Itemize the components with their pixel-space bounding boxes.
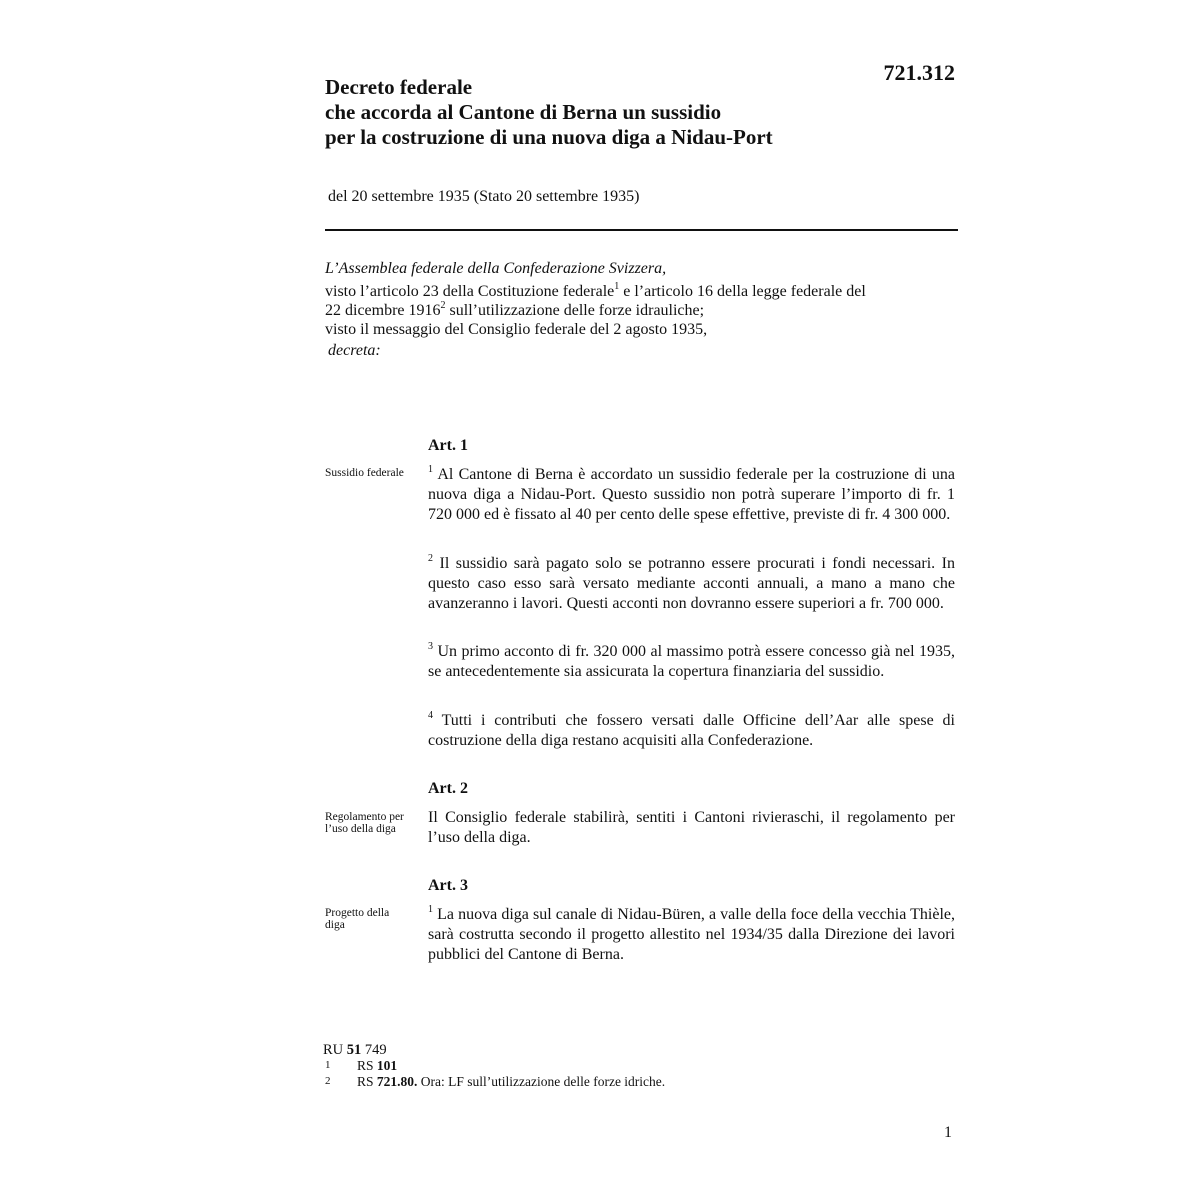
article-1-paragraph-1: $^1$ Al Cantone di Berna è accordato un sussidio federale per la costruzione di una nuova diga a Nidau-Port. Questo sussidio non potrà superare l’importo di fr. 1 720 000 ed è fissato al 40 per cento delle spese effettive, previste di fr. 4 300 000. (428, 463, 955, 523)
article-1-paragraph-3: $^3$ Un primo acconto di fr. 320 000 al massimo potrà essere concesso già nel 1935, se antecedentemente sia assicurata la copertura finanziaria del sussidio. (428, 640, 955, 680)
footnote-ref[interactable]: 1 (614, 280, 620, 292)
assembly-line: L’Assemblea federale della Confederazione Svizzera, (325, 260, 667, 277)
document-number: 721.312 (883, 60, 955, 85)
preamble-line: visto l’articolo 23 della Costituzione federale$^1$ e l’articolo 16 della legge federale del (325, 280, 866, 300)
article-3-paragraph-1: $^1$ La nuova diga sul canale di Nidau-Büren, a valle della foce della vecchia Thièle, sarà costrutta secondo il progetto allestito nel 1934/35 dalla Direzione dei lavori pubblici del Cantone di Berna. (428, 903, 955, 963)
footnote-1: 1 RS 101 (325, 1058, 398, 1073)
article-2-title: Art. 2 (428, 780, 468, 797)
document-title (325, 75, 845, 150)
title-line: che accorda al Cantone di Berna un sussidio (325, 100, 722, 124)
title-line: per la costruzione di una nuova diga a Nidau-Port (325, 125, 773, 149)
decreta: decreta: (328, 342, 381, 359)
article-3-margin-note: Progetto della diga (325, 907, 390, 931)
article-1-margin-note: Sussidio federale (325, 467, 404, 479)
article-2-margin-note: Regolamento per l’uso della diga (325, 811, 404, 835)
page-number: 1 (944, 1124, 952, 1141)
preamble (325, 259, 958, 360)
article-2-paragraph: Il Consiglio federale stabilirà, sentiti i Cantoni rivieraschi, il regolamento per l’uso della diga. (428, 809, 955, 846)
preamble-line: 22 dicembre 1916$^2$ sull’utilizzazione delle forze idrauliche; (325, 299, 705, 319)
header-rule (325, 229, 958, 231)
preamble-line: visto il messaggio del Consiglio federale del 2 agosto 1935, (325, 321, 708, 338)
ru-reference: RU 51 749 (323, 1042, 387, 1058)
date-line: del 20 settembre 1935 (Stato 20 settembre 1935) (328, 188, 640, 205)
footnote-2: 2 RS 721.80. Ora: LF sull’utilizzazione delle forze idriche. (325, 1074, 666, 1089)
article-1-title: Art. 1 (428, 437, 468, 454)
footnotes (323, 1042, 823, 1090)
article-1-paragraph-4: $^4$ Tutti i contributi che fossero versati dalle Officine dell’Aar alle spese di costruzione della diga restano acquisiti alla Confederazione. (428, 709, 955, 749)
title-line: Decreto federale (325, 75, 473, 99)
article-3-title: Art. 3 (428, 877, 468, 894)
footnote-ref[interactable]: 2 (440, 299, 446, 311)
article-1-paragraph-2: $^2$ Il sussidio sarà pagato solo se potranno essere procurati i fondi necessari. In questo caso esso sarà versato mediante acconti annuali, a mano a mano che avanzeranno i lavori. Questi acconti non dovranno essere superiori a fr. 700 000. (428, 552, 955, 612)
